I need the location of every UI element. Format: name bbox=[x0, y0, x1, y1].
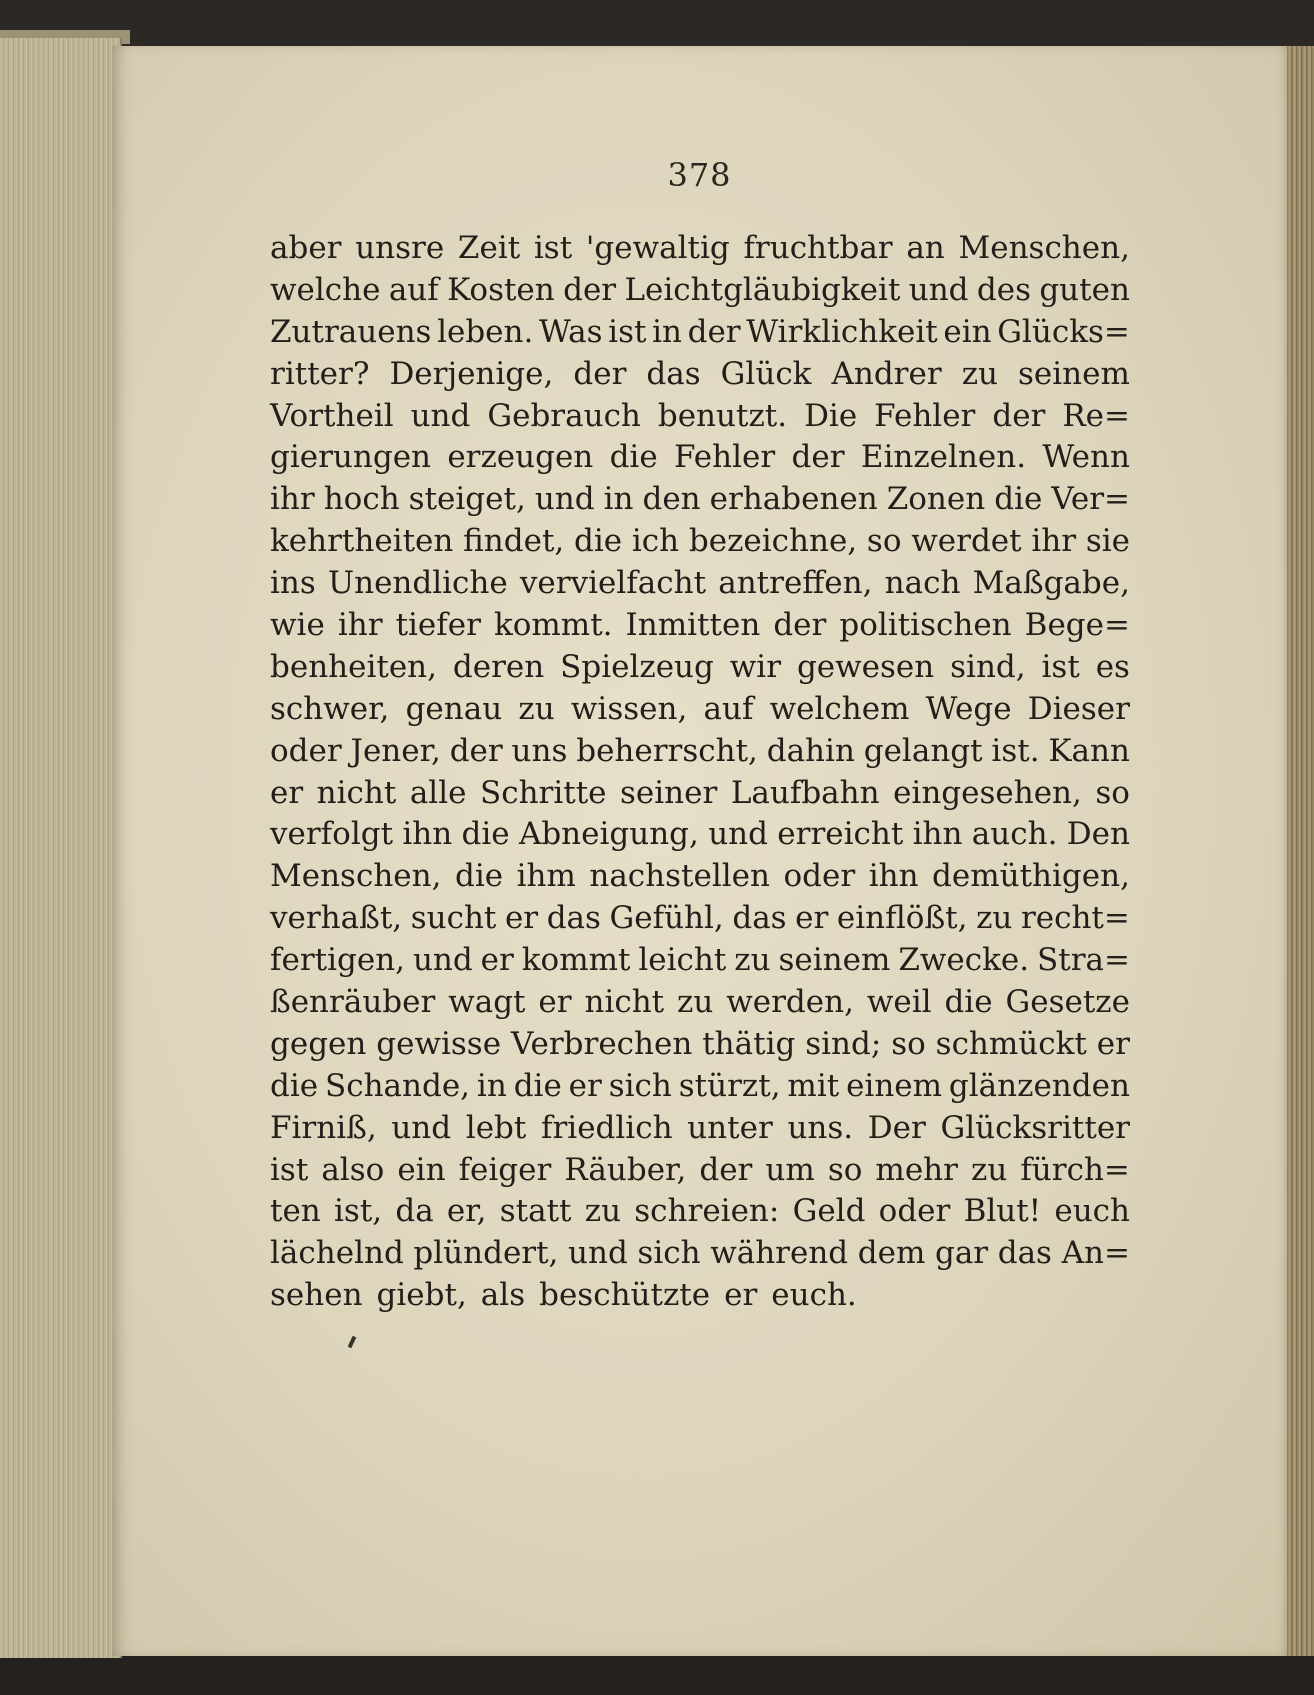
word: ritter? bbox=[270, 355, 370, 392]
word: er bbox=[538, 984, 572, 1021]
word: zu bbox=[677, 984, 714, 1021]
word: in bbox=[603, 481, 634, 518]
word: Derjenige, bbox=[389, 355, 554, 392]
word: ihn bbox=[868, 858, 919, 895]
word: fertigen, bbox=[270, 942, 406, 979]
word: er bbox=[480, 942, 514, 979]
word: Re= bbox=[1062, 397, 1130, 434]
word: plündert, bbox=[413, 1235, 559, 1272]
word: benheiten, bbox=[270, 648, 438, 685]
text-line bbox=[270, 1024, 1130, 1066]
word: Zutrauens bbox=[270, 313, 432, 350]
word: seinem bbox=[1018, 355, 1130, 392]
word: Dieser bbox=[1027, 690, 1130, 727]
word: Bege= bbox=[1024, 607, 1130, 644]
word: erreicht bbox=[777, 816, 904, 853]
word: er bbox=[1096, 1025, 1130, 1062]
word: das bbox=[997, 1235, 1052, 1272]
word: Laufbahn bbox=[730, 774, 880, 811]
word: des bbox=[976, 271, 1031, 308]
word: Fehler bbox=[874, 397, 976, 434]
word: Geld bbox=[792, 1193, 866, 1230]
word: das bbox=[732, 900, 787, 937]
word: oder bbox=[878, 1193, 951, 1230]
word: Jener, bbox=[350, 732, 441, 769]
word: der bbox=[563, 271, 617, 308]
word: sind; bbox=[805, 1025, 882, 1062]
word: beschützte bbox=[539, 1277, 711, 1314]
text-line bbox=[270, 437, 1130, 479]
word: An= bbox=[1061, 1235, 1130, 1272]
word: statt bbox=[499, 1193, 572, 1230]
word: zu bbox=[970, 1151, 1008, 1188]
word: dahin bbox=[766, 732, 855, 769]
word: sehen bbox=[270, 1277, 363, 1314]
word: zu bbox=[961, 355, 998, 392]
word: recht= bbox=[1020, 900, 1130, 937]
word: die bbox=[944, 984, 993, 1021]
text-line bbox=[270, 479, 1130, 521]
word: uns bbox=[511, 732, 568, 769]
word: welchem bbox=[769, 690, 910, 727]
word: kehrtheiten bbox=[270, 523, 454, 560]
word: weil bbox=[866, 984, 932, 1021]
word: werden, bbox=[726, 984, 854, 1021]
word: er bbox=[724, 1277, 758, 1314]
word: hoch bbox=[323, 481, 400, 518]
word: er, bbox=[446, 1193, 487, 1230]
word: die bbox=[461, 816, 510, 853]
text-line bbox=[270, 1108, 1130, 1150]
word: und bbox=[534, 481, 595, 518]
word: er bbox=[795, 900, 829, 937]
word: schmückt bbox=[935, 1025, 1087, 1062]
word: den bbox=[642, 481, 701, 518]
word: auf bbox=[388, 271, 439, 308]
word: Glück bbox=[720, 355, 812, 392]
word: erzeugen bbox=[447, 439, 594, 476]
word: zu bbox=[734, 942, 771, 979]
word: Unendliche bbox=[327, 565, 508, 602]
word: giebt, bbox=[376, 1277, 467, 1314]
word: steiget, bbox=[408, 481, 526, 518]
word: Vortheil bbox=[270, 397, 394, 434]
word: Gefühl, bbox=[609, 900, 724, 937]
word: Stra= bbox=[1037, 942, 1130, 979]
word: als bbox=[480, 1277, 526, 1314]
word: die bbox=[513, 1067, 562, 1104]
word: Einzelnen. bbox=[860, 439, 1027, 476]
word: der bbox=[449, 732, 503, 769]
word: Wege bbox=[925, 690, 1012, 727]
word: sich bbox=[637, 1235, 701, 1272]
word: ihr bbox=[1031, 523, 1077, 560]
word: so bbox=[866, 523, 902, 560]
word: Wirklichkeit bbox=[746, 313, 938, 350]
word: ist bbox=[533, 230, 573, 266]
word: guten bbox=[1039, 271, 1130, 308]
word: der bbox=[992, 397, 1046, 434]
word: nicht bbox=[584, 984, 665, 1021]
word: Die bbox=[804, 397, 858, 434]
word: lebt bbox=[465, 1109, 527, 1146]
word: kommt bbox=[521, 942, 631, 979]
word: erhabenen bbox=[709, 481, 878, 518]
word: fruchtbar bbox=[743, 230, 893, 266]
word: Verbrechen bbox=[510, 1025, 693, 1062]
word: gierungen bbox=[270, 439, 432, 476]
word: in bbox=[652, 313, 682, 350]
word: um bbox=[765, 1151, 815, 1188]
word: ihr bbox=[337, 607, 383, 644]
word: Wenn bbox=[1042, 439, 1130, 476]
text-line bbox=[270, 731, 1130, 773]
word: und bbox=[908, 271, 969, 308]
word: Menschen, bbox=[958, 230, 1130, 266]
word: sind, bbox=[950, 648, 1026, 685]
word: unter bbox=[687, 1109, 773, 1146]
word: wie bbox=[270, 607, 325, 644]
word: und bbox=[708, 816, 768, 853]
word: auf bbox=[703, 690, 754, 727]
word: so bbox=[1095, 774, 1130, 811]
word: sie bbox=[1085, 523, 1130, 560]
page-number: 378 bbox=[667, 156, 732, 194]
word: Glücksritter bbox=[940, 1109, 1130, 1146]
word: ihn bbox=[912, 816, 963, 853]
word: antreffen, bbox=[718, 565, 873, 602]
word: fürch= bbox=[1020, 1151, 1130, 1188]
word: unsre bbox=[355, 230, 445, 266]
text-line bbox=[270, 521, 1130, 563]
word: genau bbox=[405, 690, 503, 727]
body-text bbox=[270, 228, 1130, 1317]
word: Spielzeug bbox=[560, 648, 714, 685]
word: euch. bbox=[771, 1277, 857, 1314]
word: auch. bbox=[971, 816, 1058, 853]
text-line bbox=[270, 1150, 1130, 1192]
word: Blut! bbox=[963, 1193, 1042, 1230]
word: an bbox=[906, 230, 945, 266]
word: der bbox=[573, 355, 627, 392]
text-line bbox=[270, 982, 1130, 1024]
book-binding-edge bbox=[1287, 46, 1314, 1656]
text-line bbox=[270, 1233, 1130, 1275]
word: tiefer bbox=[395, 607, 481, 644]
word: und bbox=[412, 942, 473, 979]
word: zu bbox=[518, 690, 555, 727]
word: ein bbox=[943, 313, 992, 350]
text-line bbox=[270, 312, 1130, 354]
word: Zwecke. bbox=[898, 942, 1030, 979]
text-line bbox=[270, 898, 1130, 940]
word: seiner bbox=[620, 774, 718, 811]
word: wagt bbox=[448, 984, 526, 1021]
word: während bbox=[710, 1235, 849, 1272]
word: Räuber, bbox=[564, 1151, 687, 1188]
text-line bbox=[270, 270, 1130, 312]
word: zu bbox=[584, 1193, 622, 1230]
word: ist, bbox=[334, 1193, 383, 1230]
word: ihn bbox=[402, 816, 453, 853]
word: findet, bbox=[463, 523, 565, 560]
word: stürzt, bbox=[678, 1067, 781, 1104]
word: wissen, bbox=[570, 690, 688, 727]
word: ist. bbox=[991, 732, 1040, 769]
word: Gesetze bbox=[1005, 984, 1130, 1021]
word: verfolgt bbox=[270, 816, 394, 853]
word: leben. bbox=[437, 313, 534, 350]
word: nach bbox=[884, 565, 961, 602]
word: schwer, bbox=[270, 690, 390, 727]
word: politischen bbox=[839, 607, 1012, 644]
word: Kann bbox=[1048, 732, 1130, 769]
word: Der bbox=[867, 1109, 926, 1146]
text-line bbox=[270, 228, 1130, 270]
word: leicht bbox=[638, 942, 727, 979]
word: die bbox=[270, 1067, 319, 1104]
word: bezeichne, bbox=[688, 523, 858, 560]
word: benutzt. bbox=[657, 397, 788, 434]
word: oder bbox=[270, 732, 342, 769]
word: in bbox=[476, 1067, 507, 1104]
word: er bbox=[568, 1067, 602, 1104]
word: die bbox=[574, 523, 623, 560]
word: einem bbox=[846, 1067, 943, 1104]
word: schreien: bbox=[634, 1193, 780, 1230]
word: thätig bbox=[702, 1025, 796, 1062]
word: einflößt, bbox=[836, 900, 968, 937]
word: kommt. bbox=[493, 607, 613, 644]
word: ihr bbox=[270, 481, 315, 518]
word: Inmitten bbox=[625, 607, 761, 644]
word: und bbox=[391, 1109, 452, 1146]
word: ich bbox=[631, 523, 680, 560]
text-line bbox=[270, 940, 1130, 982]
word: dem bbox=[857, 1235, 926, 1272]
word: so bbox=[827, 1151, 863, 1188]
word: Maßgabe, bbox=[972, 565, 1130, 602]
text-line bbox=[270, 354, 1130, 396]
word: gelangt bbox=[863, 732, 983, 769]
word: Zonen bbox=[886, 481, 986, 518]
word: die bbox=[454, 858, 504, 895]
word: euch bbox=[1054, 1193, 1130, 1230]
word: beherrscht, bbox=[576, 732, 758, 769]
text-line bbox=[270, 563, 1130, 605]
word: ein bbox=[397, 1151, 446, 1188]
word: der bbox=[699, 1151, 753, 1188]
word: die bbox=[609, 439, 658, 476]
word: ins bbox=[270, 565, 316, 602]
word: welche bbox=[270, 271, 381, 308]
text-line bbox=[270, 814, 1130, 856]
word: Schande, bbox=[324, 1067, 471, 1104]
word: Was bbox=[538, 313, 603, 350]
word: ihm bbox=[516, 858, 576, 895]
word: das bbox=[546, 900, 601, 937]
word: Firniß, bbox=[270, 1109, 377, 1146]
word: ist bbox=[608, 313, 647, 350]
word: so bbox=[891, 1025, 926, 1062]
text-line bbox=[270, 605, 1130, 647]
word: Zeit bbox=[457, 230, 521, 266]
word: gar bbox=[934, 1235, 989, 1272]
word: und bbox=[410, 397, 471, 434]
word: 'gewaltig bbox=[585, 230, 730, 266]
text-line bbox=[270, 1191, 1130, 1233]
word: gewisse bbox=[376, 1025, 502, 1062]
word: also bbox=[321, 1151, 385, 1188]
word: eingesehen, bbox=[893, 774, 1082, 811]
word: die bbox=[994, 481, 1043, 518]
word: Kosten bbox=[447, 271, 555, 308]
word: demüthigen, bbox=[932, 858, 1130, 895]
word: Leichtgläubigkeit bbox=[624, 271, 901, 308]
word: der bbox=[773, 607, 827, 644]
word: es bbox=[1095, 648, 1130, 685]
text-line bbox=[270, 396, 1130, 438]
word: seinem bbox=[778, 942, 891, 979]
book-page bbox=[112, 46, 1287, 1656]
word: vervielfacht bbox=[519, 565, 707, 602]
word: deren bbox=[452, 648, 545, 685]
word: er bbox=[270, 774, 304, 811]
word: Andrer bbox=[831, 355, 942, 392]
word: feiger bbox=[458, 1151, 552, 1188]
word: gegen bbox=[270, 1025, 367, 1062]
word: sucht bbox=[410, 900, 497, 937]
word: Fehler bbox=[673, 439, 776, 476]
word: Schritte bbox=[479, 774, 607, 811]
word: Glücks= bbox=[997, 313, 1130, 350]
word: verhaßt, bbox=[270, 900, 403, 937]
word: Gebrauch bbox=[487, 397, 641, 434]
word: er bbox=[504, 900, 539, 937]
word: ten bbox=[270, 1193, 321, 1230]
word: Ver= bbox=[1051, 481, 1130, 518]
text-line bbox=[270, 1275, 1130, 1317]
word: ist bbox=[270, 1151, 309, 1188]
text-line bbox=[270, 647, 1130, 689]
word: Den bbox=[1066, 816, 1130, 853]
word: mit bbox=[787, 1067, 840, 1104]
word: uns. bbox=[787, 1109, 854, 1146]
word: zu bbox=[976, 900, 1013, 937]
text-line bbox=[270, 689, 1130, 731]
word: aber bbox=[270, 230, 342, 266]
word: Abneigung, bbox=[518, 816, 699, 853]
word: sich bbox=[608, 1067, 672, 1104]
word: werdet bbox=[911, 523, 1022, 560]
word: oder bbox=[783, 858, 856, 895]
word: mehr bbox=[875, 1151, 958, 1188]
word: und bbox=[568, 1235, 628, 1272]
word: friedlich bbox=[541, 1109, 673, 1146]
word: nicht bbox=[316, 774, 397, 811]
word: glänzenden bbox=[948, 1067, 1130, 1104]
word: ßenräuber bbox=[270, 984, 436, 1021]
word: wir bbox=[729, 648, 782, 685]
word: das bbox=[646, 355, 701, 392]
word: Menschen, bbox=[270, 858, 442, 895]
text-line bbox=[270, 773, 1130, 815]
word: der bbox=[687, 313, 741, 350]
word: gewesen bbox=[796, 648, 935, 685]
text-line bbox=[270, 1066, 1130, 1108]
page-stack-edge bbox=[0, 38, 122, 1658]
word: ist bbox=[1041, 648, 1080, 685]
word: da bbox=[395, 1193, 434, 1230]
word: alle bbox=[409, 774, 467, 811]
word: lächelnd bbox=[270, 1235, 404, 1272]
word: der bbox=[791, 439, 845, 476]
text-line bbox=[270, 856, 1130, 898]
word: nachstellen bbox=[589, 858, 770, 895]
